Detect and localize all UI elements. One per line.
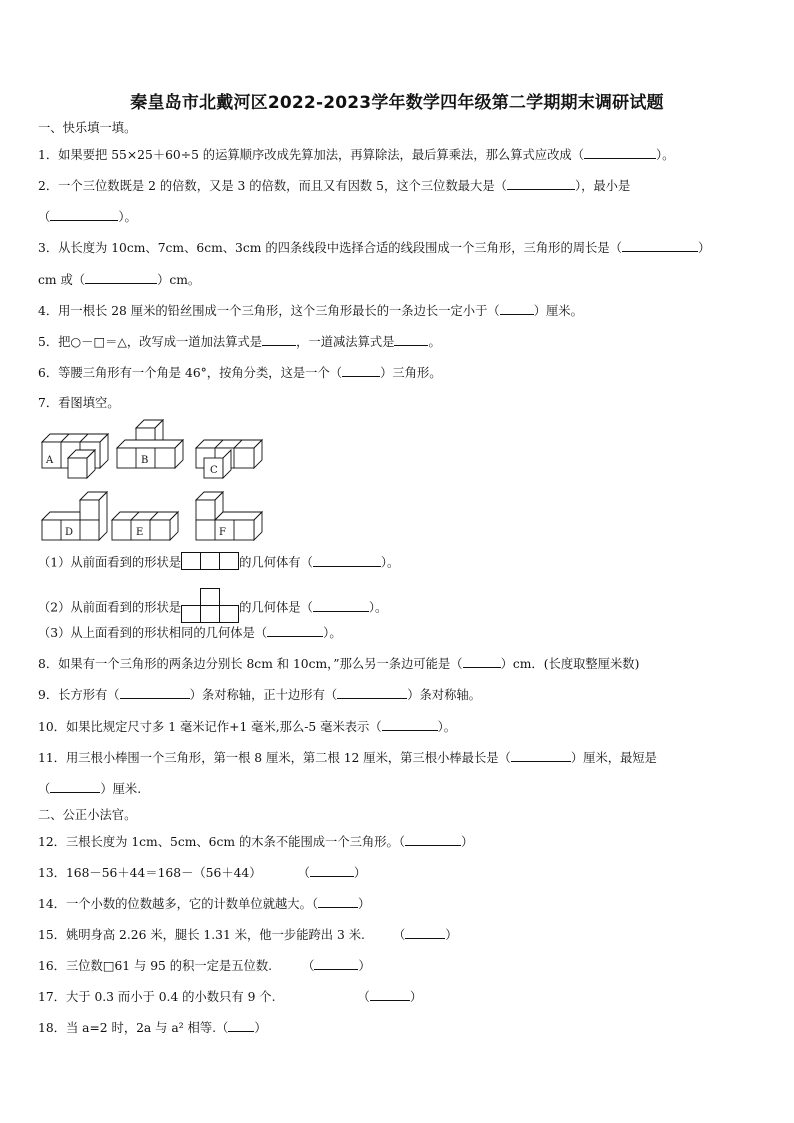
figure-label-d: D xyxy=(65,527,74,538)
figure-label-c: C xyxy=(210,465,218,476)
answer-blank[interactable] xyxy=(584,146,656,159)
figure-label-e: E xyxy=(136,527,144,538)
question-10: 10．如果比规定尺寸多 1 毫米记作+1 毫米,那么-5 毫米表示（ ）。 xyxy=(38,720,457,734)
question-5: 5．把○－□＝△，改写成一道加法算式是 ，一道减法算式是 。 xyxy=(38,335,441,349)
front-view-shape-2 xyxy=(181,588,239,628)
answer-blank[interactable] xyxy=(314,957,358,970)
question-13: 13．168－56＋44＝168－（56＋44） （ ） xyxy=(38,866,367,880)
figure-b xyxy=(117,420,183,468)
answer-blank[interactable] xyxy=(405,926,445,939)
answer-blank[interactable] xyxy=(394,333,428,346)
answer-blank[interactable] xyxy=(262,333,296,346)
question-12: 12．三根长度为 1cm、5cm、6cm 的木条不能围成一个三角形。（ ） xyxy=(38,835,474,849)
question-11-cont: （ ）厘米. xyxy=(38,782,142,796)
question-11: 11．用三根小棒围一个三角形，第一根 8 厘米，第二根 12 厘米，第三根小棒最长是（ ）厘米，最短是 xyxy=(38,751,657,765)
figure-a xyxy=(42,434,108,478)
answer-blank[interactable] xyxy=(50,208,118,221)
cube-figures xyxy=(30,418,280,548)
answer-blank[interactable] xyxy=(120,686,190,699)
figure-c xyxy=(196,440,262,478)
front-view-shape-1 xyxy=(181,552,239,574)
question-15: 15．姚明身高 2.26 米，腿长 1.31 米，他一步能跨出 3 米. （ ） xyxy=(38,928,458,942)
question-9: 9．长方形有（ ）条对称轴，正十边形有（ ）条对称轴。 xyxy=(38,688,481,702)
question-16: 16．三位数□61 与 95 的积一定是五位数. （ ） xyxy=(38,959,371,973)
question-7-sub-3: （3）从上面看到的形状相同的几何体是（ ）。 xyxy=(38,626,342,640)
answer-blank[interactable] xyxy=(313,554,381,567)
answer-blank[interactable] xyxy=(370,988,410,1001)
question-7-sub-2: （2）从前面看到的形状是 的几何体是（ ）。 xyxy=(38,588,387,628)
question-17: 17．大于 0.3 而小于 0.4 的小数只有 9 个. （ ） xyxy=(38,990,423,1004)
figure-e xyxy=(112,512,178,540)
question-3: 3．从长度为 10cm、7cm、6cm、3cm 的四条线段中选择合适的线段围成一个三角形，三角形的周长是（ ） xyxy=(38,241,711,255)
question-6: 6．等腰三角形有一个角是 46°，按角分类，这是一个（ ）三角形。 xyxy=(38,366,442,380)
answer-blank[interactable] xyxy=(337,686,407,699)
answer-blank[interactable] xyxy=(50,780,100,793)
question-1: 1．如果要把 55×25＋60÷5 的运算顺序改成先算加法，再算除法，最后算乘法，那么算式应改成（ ）。 xyxy=(38,148,675,162)
question-2: 2．一个三位数既是 2 的倍数，又是 3 的倍数，而且又有因数 5，这个三位数最大是（ ），最小是 xyxy=(38,179,631,193)
answer-blank[interactable] xyxy=(500,302,534,315)
answer-blank[interactable] xyxy=(382,718,438,731)
question-2-cont: （ ）。 xyxy=(38,210,137,224)
figure-label-b: B xyxy=(141,455,149,466)
figure-label-f: F xyxy=(219,527,226,538)
answer-blank[interactable] xyxy=(405,833,461,846)
question-3-cont: cm 或（ ）cm。 xyxy=(38,273,201,287)
question-14: 14．一个小数的位数越多，它的计数单位就越大。（ ） xyxy=(38,897,371,911)
question-18: 18．当 a=2 时，2a 与 a² 相等.（ ） xyxy=(38,1021,267,1035)
answer-blank[interactable] xyxy=(267,624,323,637)
answer-blank[interactable] xyxy=(342,364,380,377)
question-7: 7．看图填空。 xyxy=(38,396,120,410)
section-1-heading: 一、快乐填一填。 xyxy=(38,121,137,135)
answer-blank[interactable] xyxy=(85,271,157,284)
figure-label-a: A xyxy=(46,455,54,466)
answer-blank[interactable] xyxy=(507,177,575,190)
figure-d xyxy=(42,492,107,540)
question-7-sub-1: （1）从前面看到的形状是 的几何体有（ ）。 xyxy=(38,552,399,574)
answer-blank[interactable] xyxy=(622,239,698,252)
page-title: 秦皇岛市北戴河区2022-2023学年数学四年级第二学期期末调研试题 xyxy=(130,93,664,113)
answer-blank[interactable] xyxy=(313,599,369,612)
section-2-heading: 二、公正小法官。 xyxy=(38,808,137,822)
answer-blank[interactable] xyxy=(318,895,358,908)
figure-f xyxy=(196,492,262,540)
answer-blank[interactable] xyxy=(228,1019,254,1032)
answer-blank[interactable] xyxy=(310,864,354,877)
answer-blank[interactable] xyxy=(463,655,501,668)
question-8: 8．如果有一个三角形的两条边分别长 8cm 和 10cm，”那么另一条边可能是（ ）cm．(长度取整厘米数) xyxy=(38,657,640,671)
question-4: 4．用一根长 28 厘米的铅丝围成一个三角形，这个三角形最长的一条边长一定小于（ ）厘米。 xyxy=(38,304,583,318)
answer-blank[interactable] xyxy=(511,749,571,762)
